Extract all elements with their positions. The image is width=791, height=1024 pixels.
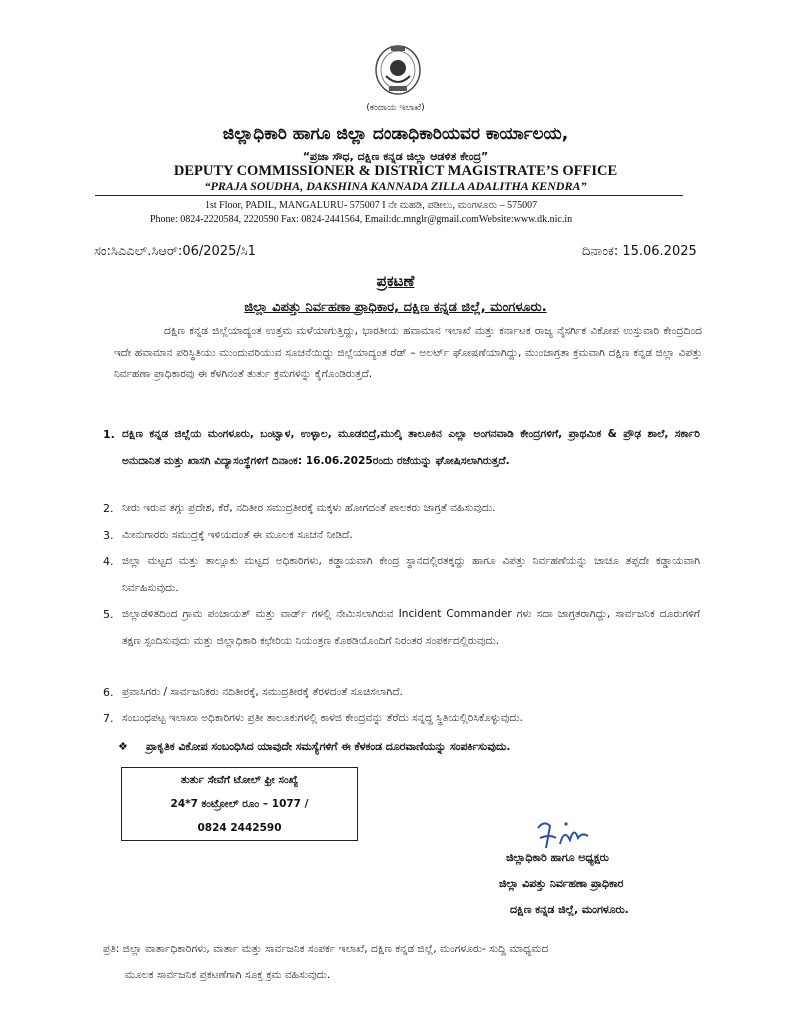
office-subtitle-english: “PRAJA SOUDHA, DAKSHINA KANNADA ZILLA ADALITHA KENDRA” [204,179,587,193]
signatory-location: ದಕ್ಷಿಣ ಕನ್ನಡ ಜಿಲ್ಲೆ, ಮಂಗಳೂರು. [510,903,629,916]
office-subtitle-kannada: “ಪ್ರಜಾ ಸೌಧ, ದಕ್ಷಿಣ ಕನ್ನಡ ಜಿಲ್ಲಾ ಆಡಳಿತ ಕೇಂದ್ರ” [302,150,489,163]
reference-number: ಸಂ:ಸಿಎಎಲ್.ಸಿಆರ್:06/2025/ಸಿ1 [94,244,256,259]
item-number: 6. [103,686,114,699]
copy-to-line: ಪ್ರತಿ: ಜಿಲ್ಲಾ ವಾರ್ತಾಧಿಕಾರಿಗಳು, ವಾರ್ತಾ ಮತ್ತು ಸಾರ್ವಜನಿಕ ಸಂಪರ್ಕ ಇಲಾಖೆ, ದಕ್ಷಿಣ ಕನ್ನಡ ಜಿಲ್ಲೆ, ಮಂಗಳೂರು- ಸುದ್ದಿ ಮಾಧ್ಯಮದ [103,943,549,955]
item-text: ಮೀನುಗಾರರು ಸಮುದ್ರಕ್ಕೆ ಇಳಿಯದಂತೆ ಈ ಮೂಲಕ ಸೂಚನೆ ನೀಡಿದೆ. [122,529,353,541]
tollfree-label: ತುರ್ತು ಸೇವೆಗೆ ಟೋಲ್ ಫ್ರೀ ಸಂಖ್ಯೆ [180,774,299,786]
header-divider [95,195,683,196]
item-number: 4. [103,555,114,568]
office-title-english: DEPUTY COMMISSIONER & DISTRICT MAGISTRATE’S OFFICE [173,163,618,179]
item-text: ಜಿಲ್ಲಾಡಳಿತದಿಂದ ಗ್ರಾಮ ಪಂಚಾಯತ್ ಮತ್ತು ವಾರ್ಡ್ ಗಳಲ್ಲಿ ನೇಮಿಸಲಾಗಿರುವ Incident Commander ಗಳು ಸದಾ ಜಾಗ್ರತರಾಗಿದ್ದು, ಸಾರ್ವಜನಿಕ ದೂರುಗಳಿಗೆ ತಕ್ಷಣ ಸ್ಪಂದಿಸುವುದು ಮತ್ತು ಜಿಲ್ಲಾಧಿಕಾರಿ ಕಛೇರಿಯ ನಿಯಂತ್ರಣ ಕೊಠಡಿಯೊಂದಿಗೆ ನಿರಂತರ ಸಂಪರ್ಕದಲ್ಲಿರುವುದು. [122,608,700,647]
item-text: ದಕ್ಷಿಣ ಕನ್ನಡ ಜಿಲ್ಲೆಯ ಮಂಗಳೂರು, ಬಂಟ್ವಾಳ, ಉಳ್ಳಾಲ, ಮೂಡಬಿದ್ರೆ,ಮುಲ್ಕಿ ತಾಲೂಕಿನ ಎಲ್ಲಾ ಅಂಗನವಾಡಿ ಕೇಂದ್ರಗಳಿಗೆ, ಪ್ರಾಥಮಿಕ & ಪ್ರೌಢ ಶಾಲೆ, ಸರ್ಕಾರಿ ಅನುದಾನಿತ ಮತ್ತು ಖಾಸಗಿ ವಿದ್ಯಾಸಂಸ್ಥೆಗಳಿಗೆ ದಿನಾಂಕ: 16.06.2025ರಂದು ರಜೆಯನ್ನು ಘೋಷಿಸಲಾಗಿರುತ್ತದೆ. [122,428,700,467]
signatory-authority: ಜಿಲ್ಲಾ ವಿಪತ್ತು ನಿರ್ವಹಣಾ ಪ್ರಾಧಿಕಾರ [499,877,624,890]
copy-to [103,936,703,988]
office-title-kannada: ಜಿಲ್ಲಾಧಿಕಾರಿ ಹಾಗೂ ಜಿಲ್ಲಾ ದಂಡಾಧಿಕಾರಿಯವರ ಕಾರ್ಯಾಲಯ, [222,124,569,144]
item-number: 7. [103,712,114,725]
item-number: 2. [103,502,114,515]
authority-line: ಜಿಲ್ಲಾ ವಿಪತ್ತು ನಿರ್ವಹಣಾ ಪ್ರಾಧಿಕಾರ, ದಕ್ಷಿಣ ಕನ್ನಡ ಜಿಲ್ಲೆ, ಮಂಗಳೂರು. [244,300,547,315]
item-number: 3. [103,529,114,542]
item-number: 1. [103,428,115,441]
tollfree-box [121,767,358,841]
diamond-bullet-icon: ❖ [118,740,128,753]
notice-date: ದಿನಾಂಕ: 15.06.2025 [582,244,697,259]
intro-paragraph: ದಕ್ಷಿಣ ಕನ್ನಡ ಜಿಲ್ಲೆಯಾದ್ಯಂತ ಉತ್ತಮ ಮಳೆಯಾಗುತ್ತಿದ್ದು, ಭಾರತೀಯ ಹವಾಮಾನ ಇಲಾಖೆ ಮತ್ತು ಕರ್ನಾಟಕ ರಾಜ್ಯ ನೈಸರ್ಗಿಕ ವಿಕೋಪ ಉಸ್ತುವಾರಿ ಕೇಂದ್ರದಿಂದ ಇದೇ ಹವಾಮಾನ ಪರಿಸ್ಥಿತಿಯು ಮುಂದುವರಿಯುವ ಸೂಚನೆಯಿದ್ದು ಜಿಲ್ಲೆಯಾದ್ಯಂತ ರೆಡ್ – ಅಲರ್ಟ್ ಘೋಷಣೆಯಾಗಿದ್ದು, ಮುಂಜಾಗ್ರತಾ ಕ್ರಮವಾಗಿ ದಕ್ಷಿಣ ಕನ್ನಡ ಜಿಲ್ಲಾ ವಿಪತ್ತು ನಿರ್ವಹಣಾ ಪ್ರಾಧಿಕಾರವು ಈ ಕೆಳಗಿನಂತೆ ತುರ್ತು ಕ್ರಮಗಳನ್ನು ಕೈಗೊಂಡಿರುತ್ತದೆ. [114,325,702,380]
signatory-designation: ಜಿಲ್ಲಾಧಿಕಾರಿ ಹಾಗೂ ಅಧ್ಯಕ್ಷರು [506,851,609,864]
item-number: 5. [103,608,114,621]
contact-line: Phone: 0824-2220584, 2220590 Fax: 0824-2441564, Email:dc.mnglr@gmail.comWebsite:www.dk.nic.in [150,214,573,225]
item-text: ಸಂಬಂಧಪಟ್ಟ ಇಲಾಖಾ ಅಧಿಕಾರಿಗಳು ಪ್ರತೀ ತಾಲೂಕುಗಳಲ್ಲಿ ಕಾಳಜಿ ಕೇಂದ್ರವನ್ನು ತೆರೆದು ಸನ್ನದ್ಧ ಸ್ಥಿತಿಯಲ್ಲಿರಿಸಿಕೊಳ್ಳುವುದು. [122,712,523,724]
item-text: ನೀರು ಇರುವ ತಗ್ಗು ಪ್ರದೇಶ, ಕೆರೆ, ನದಿತೀರ ಸಮುದ್ರತೀರಕ್ಕೆ ಮಕ್ಕಳು ಹೋಗದಂತೆ ಪಾಲಕರು ಜಾಗ್ರತೆ ವಹಿಸುವುದು. [122,502,496,514]
tollfree-phone: 0824 2442590 [197,822,282,834]
contact-note: ಪ್ರಾಕೃತಿಕ ವಿಕೋಪ ಸಂಬಂಧಿಸಿದ ಯಾವುದೇ ಸಮಸ್ಯೆಗಳಿಗೆ ಈ ಕೆಳಕಂಡ ದೂರವಾಣಿಯನ್ನು ಸಂಪರ್ಕಿಸುವುದು. [146,740,511,753]
department-label: (ಕಂದಾಯ ಇಲಾಖೆ) [366,103,425,113]
control-room-number: 24*7 ಕಂಟ್ರೋಲ್ ರೂಂ – 1077 / [170,798,309,810]
copy-to-line: ಮೂಲಕ ಸಾರ್ವಜನಿಕ ಪ್ರಕಟಣೆಗಾಗಿ ಸೂಕ್ತ ಕ್ರಮ ವಹಿಸುವುದು. [125,969,331,981]
address-line: 1st Floor, PADIL, MANGALURU- 575007 I ನೇ ಮಹಡಿ, ಪಡೀಲು, ಮಂಗಳೂರು – 575007 [205,200,538,211]
karnataka-state-emblem-icon [372,40,424,104]
notice-title: ಪ್ರಕಟಣೆ [376,272,415,290]
item-text: ಪ್ರವಾಸಿಗರು / ಸಾರ್ವಜನಿಕರು ನದಿತೀರಕ್ಕೆ, ಸಮುದ್ರತೀರಕ್ಕೆ ತೆರಳದಂತೆ ಸೂಚಿಸಲಾಗಿದೆ. [122,686,403,698]
item-text: ಜಿಲ್ಲಾ ಮಟ್ಟದ ಮತ್ತು ತಾಲ್ಲೂಕು ಮಟ್ಟದ ಅಧಿಕಾರಿಗಳು, ಕಡ್ಡಾಯವಾಗಿ ಕೇಂದ್ರ ಸ್ಥಾನದಲ್ಲಿರತಕ್ಕದ್ದು ಹಾಗೂ ವಿಪತ್ತು ನಿರ್ವಹಣೆಯನ್ನು ಚಾಚೂ ತಪ್ಪದೇ ಕಡ್ಡಾಯವಾಗಿ ನಿರ್ವಹಿಸುವುದು. [122,555,700,594]
